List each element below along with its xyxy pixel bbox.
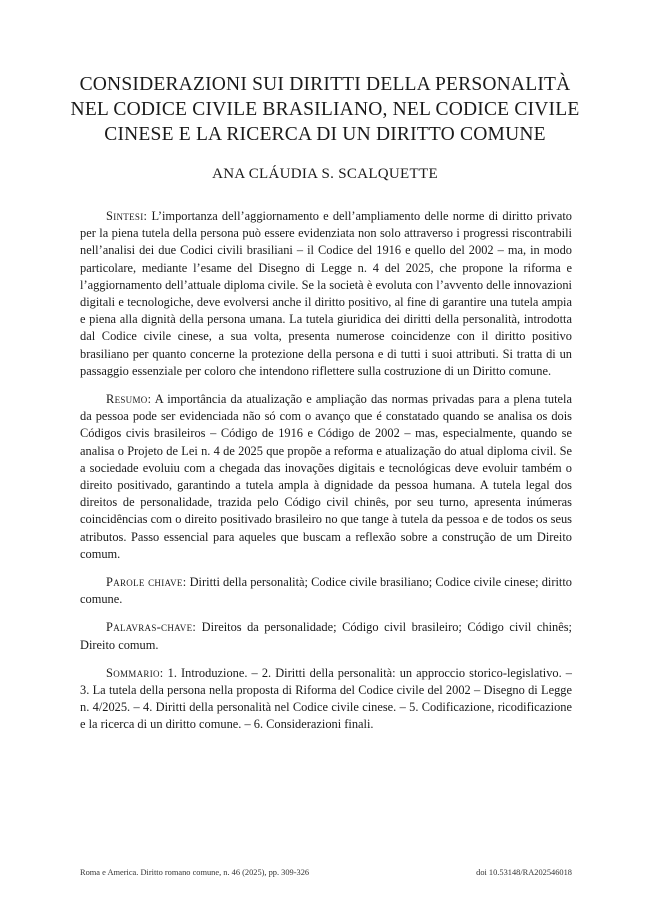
resumo-paragraph (80, 391, 572, 563)
sintesi-text: L’importanza dell’aggiornamento e dell’ampliamento delle norme di diritto privato per la piena tutela della persona può essere evidenziata non solo attraverso i progressi riscontrabili nell’analisi dei due Codici civili brasiliani – il Codice del 1916 e quello del 2002 – ma, in modo particolare, mediante l’esame del Disegno di Legge n. 4 del 2025, che propone la riforma e l’aggiornamento dell’attuale diploma civile. Se la società è evoluta con l’avvento delle innovazioni digitali e tecnologiche, deve evolversi anche il diritto positivo, al fine di garantire una tutela ampia e piena alla dignità della persona umana. La tutela giuridica dei diritti della personalità, introdotta dal Codice civile cinese, a sua volta, presenta numerose coincidenze con il diritto positivo brasiliano per quanto concerne la protezione della persona e di tutti i suoi attributi. Si tratta di un passaggio essenziale per coloro che intendono riflettere sulla costruzione di un Diritto comune. (80, 209, 572, 378)
parole-chiave-paragraph (80, 574, 572, 608)
page-footer (80, 868, 572, 877)
article-title: CONSIDERAZIONI SUI DIRITTI DELLA PERSONALITÀ NEL CODICE CIVILE BRASILIANO, NEL CODICE CIVILE CINESE E LA RICERCA DI UN DIRITTO COMUNE (70, 74, 580, 145)
sommario-paragraph (80, 665, 572, 734)
resumo-text: A importância da atualização e ampliação das normas privadas para a plena tutela da pessoa pode ser evidenciada não só com o avanço que é constatado quando se analisa os dois Códigos civis brasileiros – Código de 1916 e Código de 2002 – mas, especialmente, quando se analisa o Projeto de Lei n. 4 de 2025 que propõe a reforma e atualização do atual diploma civil. Se a sociedade evoluiu com a chegada das inovações digitais e tecnológicas deve evoluir também o direito positivado, garantindo a tutela ampla à dignidade da pessoa humana. A tutela legal dos direitos de personalidade, trazida pelo Código civil chinês, por seu turno, apresenta inúmeras coincidências com o direito positivado brasileiro no que tange à tutela da pessoa e de todos os seus atributos. Passo essencial para aqueles que buscam a reflexão sobre a construção de um Direito comum. (80, 392, 572, 561)
palavras-chave-text: Direitos da personalidade; Código civil brasileiro; Código civil chinês; Direito comum. (80, 620, 572, 652)
sintesi-label: Sintesi: (106, 209, 148, 223)
palavras-chave-paragraph (80, 619, 572, 653)
parole-chiave-label: Parole chiave: (106, 575, 187, 590)
sommario-text: 1. Introduzione. – 2. Diritti della personalità: un approccio storico-legislativo. – 3. La tutela della persona nella proposta di Riforma del Codice civile del 2002 – Disegno di Legge n. 4/2025. – 4. Diritti della personalità nel Codice civile cinese. – 5. Codificazione, ricodificazione e la ricerca di un diritto comune. – 6. Considerazioni finali. (80, 665, 572, 732)
palavras-chave-label: Palavras-chave: (106, 620, 197, 635)
sintesi-paragraph (80, 208, 572, 380)
doi-text: doi 10.53148/RA202546018 (476, 868, 572, 877)
journal-citation: Roma e America. Diritto romano comune, n. 46 (2025), pp. 309-326 (80, 868, 310, 877)
article-abstracts (80, 208, 572, 745)
sommario-label: Sommario: (106, 665, 164, 680)
resumo-label: Resumo: (106, 392, 152, 407)
parole-chiave-text: Diritti della personalità; Codice civile brasiliano; Codice civile cinese; diritto comune. (80, 575, 573, 607)
author-name: ANA CLÁUDIA S. SCALQUETTE (212, 166, 438, 182)
